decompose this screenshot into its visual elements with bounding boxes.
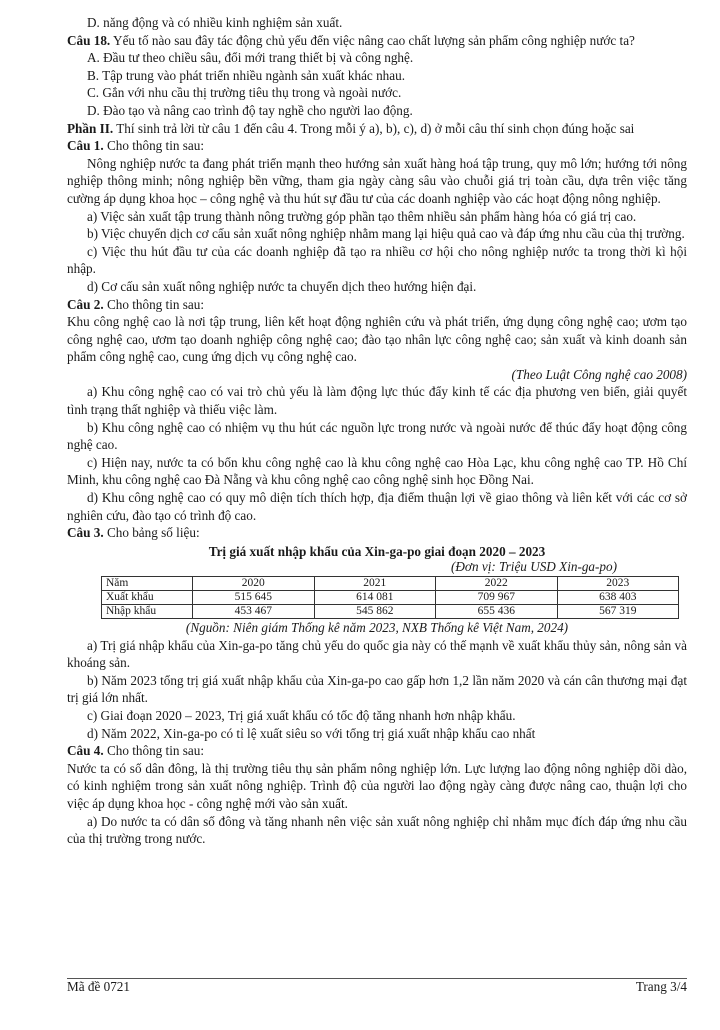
q1-statement-a: a) Việc sản xuất tập trung thành nông trường góp phần tạo thêm nhiều sản phẩm hàng hóa có giá trị cao. xyxy=(87,208,637,224)
question-label: Câu 2. xyxy=(67,296,104,312)
table-header-cell: Năm xyxy=(102,577,193,591)
question-text: Cho thông tin sau: xyxy=(103,743,205,759)
question-3 xyxy=(67,524,687,542)
question-text: Cho thông tin sau: xyxy=(103,138,205,154)
question-18 xyxy=(67,32,687,50)
q1-passage: Nông nghiệp nước ta đang phát triển mạnh theo hướng sản xuất hàng hoá tập trung, quy mô lớn; hướng tới nông nghiệp thông minh; nông nghiệp bền vững, tham gia ngày càng sâu vào chuỗi giá trị toàn cầu, dựa trên việc tăng cường áp dụng khoa học – công nghệ và thu hút sự đầu tư của các doanh nghiệp vào các hoạt động nông nghiệp. xyxy=(67,155,687,206)
q2-statement-c: c) Hiện nay, nước ta có bốn khu công nghệ cao là khu công nghệ cao Hòa Lạc, khu công nghệ cao TP. Hồ Chí Minh, khu công nghệ cao Đà Nẵng và khu công nghệ cao công nghệ sinh học Đồng Nai. xyxy=(67,454,687,488)
table-source: (Nguồn: Niên giám Thống kê năm 2023, NXB Thống kê Việt Nam, 2024) xyxy=(185,620,569,635)
q2-statement-b: b) Khu công nghệ cao có nhiệm vụ thu hút các nguồn lực trong nước và ngoài nước để thúc đẩy hoạt động công nghệ cao. xyxy=(67,419,687,453)
table-header-cell: 2022 xyxy=(436,577,558,591)
q18-option-c: C. Gắn với nhu cầu thị trường tiêu thụ trong và ngoài nước. xyxy=(87,85,402,101)
page-number: Trang 3/4 xyxy=(635,979,687,994)
q2-statement-d: d) Khu công nghệ cao có quy mô diện tích thích hợp, địa điểm thuận lợi về giao thông và liên kết với các cơ sở nghiên cứu, đào tạo có trình độ cao. xyxy=(67,490,687,523)
q1-statement-d: d) Cơ cấu sản xuất nông nghiệp nước ta chuyển dịch theo hướng hiện đại. xyxy=(87,278,477,294)
q2-statement-a: a) Khu công nghệ cao có vai trò chủ yếu là làm động lực thúc đẩy kinh tế các địa phương ven biển, giải quyết tình trạng thất nghiệp và thiếu việc làm. xyxy=(67,384,687,418)
question-label: Câu 3. xyxy=(67,525,104,541)
table-cell: 453 467 xyxy=(193,605,315,619)
exam-page xyxy=(67,14,687,848)
table-cell: 655 436 xyxy=(436,605,558,619)
q18-option-d: D. Đào tạo và nâng cao trình độ tay nghề cho người lao động. xyxy=(87,102,413,118)
q3-statement-c: c) Giai đoạn 2020 – 2023, Trị giá xuất khẩu có tốc độ tăng nhanh hơn nhập khẩu. xyxy=(87,707,516,723)
question-label: Câu 4. xyxy=(67,743,104,759)
table-row xyxy=(102,591,679,605)
exam-code: Mã đề 0721 xyxy=(67,979,130,994)
table-cell: 638 403 xyxy=(557,591,679,605)
table-cell: 545 862 xyxy=(314,605,436,619)
table-cell: Nhập khẩu xyxy=(102,605,193,619)
part-label: Phần II. xyxy=(67,120,114,136)
table-cell: 567 319 xyxy=(557,605,679,619)
question-2 xyxy=(67,296,687,314)
q3-statement-d: d) Năm 2022, Xin-ga-po có tỉ lệ xuất siêu so với tổng trị giá xuất nhập khẩu cao nhất xyxy=(87,725,536,741)
table-unit: (Đơn vị: Triệu USD Xin-ga-po) xyxy=(451,559,617,575)
table-cell: 515 645 xyxy=(193,591,315,605)
table-row xyxy=(102,605,679,619)
q18-option-a: A. Đầu tư theo chiều sâu, đổi mới trang thiết bị và công nghệ. xyxy=(87,50,414,66)
question-4 xyxy=(67,742,687,760)
q4-passage: Nước ta có số dân đông, là thị trường tiêu thụ sản phẩm nông nghiệp lớn. Lực lượng lao động nông nghiệp dồi dào, có kinh nghiệm trong sản xuất nông nghiệp. Trình độ của người lao động ngày càng được nâng cao, thuận lợi cho việc áp dụng khoa học - công nghệ mới vào sản xuất. xyxy=(67,760,687,811)
q2-source: (Theo Luật Công nghệ cao 2008) xyxy=(511,366,687,382)
part-instructions: Thí sinh trả lời từ câu 1 đến câu 4. Trong mỗi ý a), b), c), d) ở mỗi câu thí sinh chọn đúng hoặc sai xyxy=(113,120,635,136)
q1-statement-b: b) Việc chuyển dịch cơ cấu sản xuất nông nghiệp nhằm mang lại hiệu quả cao và đáp ứng nhu cầu của thị trường. xyxy=(87,226,685,242)
table-header-cell: 2023 xyxy=(557,577,679,591)
page-footer xyxy=(67,978,687,994)
question-text: Cho thông tin sau: xyxy=(103,296,205,312)
question-label: Câu 18. xyxy=(67,32,111,48)
part-2-heading xyxy=(67,120,687,138)
table-cell: 709 967 xyxy=(436,591,558,605)
question-label: Câu 1. xyxy=(67,138,104,154)
table-header-cell: 2021 xyxy=(314,577,436,591)
q4-statement-a: a) Do nước ta có dân số đông và tăng nhanh nên việc sản xuất nông nghiệp chỉ nhằm mục đích đáp ứng nhu cầu của thị trường trong nước. xyxy=(67,813,687,847)
table-header-cell: 2020 xyxy=(193,577,315,591)
q2-passage: Khu công nghệ cao là nơi tập trung, liên kết hoạt động nghiên cứu và phát triển, ứng dụng công nghệ cao; ươm tạo công nghệ cao, ươm tạo doanh nghiệp công nghệ cao; đào tạo nhân lực công nghệ cao; sản xuất và kinh doanh sản phẩm công nghệ cao, cung ứng dịch vụ công nghệ cao. xyxy=(67,314,687,365)
question-1 xyxy=(67,137,687,155)
question-text: Cho bảng số liệu: xyxy=(103,525,200,541)
q3-statement-a: a) Trị giá nhập khẩu của Xin-ga-po tăng chủ yếu do quốc gia này có thế mạnh về xuất khẩu thủy sản, nông sản và khoáng sản. xyxy=(67,637,687,671)
q18-option-b: B. Tập trung vào phát triển nhiều ngành sản xuất khác nhau. xyxy=(87,67,406,83)
q17-option-d: D. năng động và có nhiều kinh nghiệm sản xuất. xyxy=(87,15,343,30)
question-text: Yếu tố nào sau đây tác động chủ yếu đến việc nâng cao chất lượng sản phẩm công nghiệp nước ta? xyxy=(110,32,635,48)
trade-table xyxy=(101,576,679,619)
table-cell: Xuất khẩu xyxy=(102,591,193,605)
q3-statement-b: b) Năm 2023 tổng trị giá xuất nhập khẩu của Xin-ga-po cao gấp hơn 1,2 lần năm 2020 và cán cân thương mại đạt trị giá lớn nhất. xyxy=(67,672,687,706)
table-header-row xyxy=(102,577,679,591)
q1-statement-c: c) Việc thu hút đầu tư của các doanh nghiệp đã tạo ra nhiều cơ hội cho nông nghiệp nước ta trong thời kì hội nhập. xyxy=(67,243,687,277)
table-cell: 614 081 xyxy=(314,591,436,605)
table-title: Trị giá xuất nhập khẩu của Xin-ga-po giai đoạn 2020 – 2023 xyxy=(208,543,546,559)
